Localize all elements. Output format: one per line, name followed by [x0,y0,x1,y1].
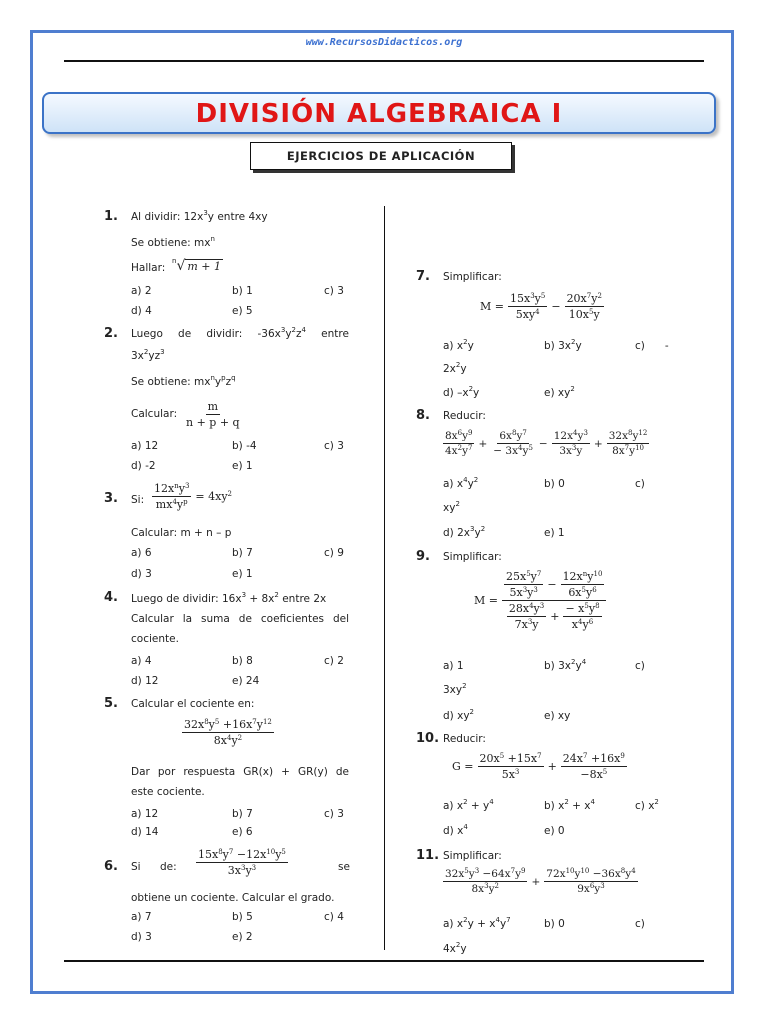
option-c[interactable]: c) [635,660,645,672]
option-b[interactable]: b) -4 [232,440,257,452]
problem-number: 11. [416,848,440,863]
problem-text: cociente. [131,633,179,645]
option-c[interactable]: c) 3 [324,285,344,297]
problem-number: 6. [104,859,118,874]
problem-text: Simplificar: [443,850,502,862]
problem-number: 2. [104,326,118,341]
option-e[interactable]: e) 2 [232,931,253,943]
bottom-rule [64,960,704,962]
problem-text: Al dividir: $12x^3y$ entre 4xy [131,209,268,223]
option-b[interactable]: b) 7 [232,547,253,559]
problem-text: Si [131,861,141,873]
problem-text: Simplificar: [443,271,502,283]
option-a[interactable]: a) 1 [443,660,464,672]
option-b[interactable]: b) 5 [232,911,253,923]
problem-number: 10. [416,731,440,746]
problem-text: este cociente. [131,786,205,798]
problem-text: Se obtiene: $mx^n$ [131,235,215,249]
option-a[interactable]: a) 7 [131,911,152,923]
problem-number: 1. [104,209,118,224]
equation: $\frac{12x^ny^3}{mx^4y^p}$ = $4xy^2$ [154,482,233,511]
column-divider [384,206,385,950]
option-b[interactable]: b) 0 [544,478,565,490]
subtitle-box [250,142,512,170]
page-border [30,30,734,994]
problem-text: obtiene un cociente. Calcular el grado. [131,892,335,904]
radical-expression: $^n$√ m + 1 [172,257,221,274]
option-a[interactable]: a) 6 [131,547,152,559]
problem-text: Reducir: [443,733,486,745]
problem-text: Si: [131,494,145,506]
problem-text: Calcular: [131,408,178,420]
option-c[interactable]: c) 2 [324,655,344,667]
problem-number: 3. [104,491,118,506]
problem-text: Calcular el cociente en: [131,698,255,710]
page-subtitle: EJERCICIOS DE APLICACIÓN [286,149,476,163]
option-d[interactable]: d) $-x^2y$ [443,385,480,399]
page-title: DIVISIÓN ALGEBRAICA I [195,99,563,129]
equation: $\frac{8x^6y^9}{4x^2y^7}$ + $\frac{6x^8y^7}{- 3x^4y^5}$ − $\frac{12x^4y^3}{3x^3y}$ + $\frac{32x^8y^{12}}{8x^7y^{10}}$ [445,429,648,457]
problem-text: Dar por respuesta GR(x) + GR(y) de [131,766,349,778]
option-b[interactable]: b) $3x^2y$ [544,338,582,352]
option-d[interactable]: d) 4 [131,305,152,317]
option-c-value: $3xy^2$ [443,682,467,696]
option-d[interactable]: d) 12 [131,675,159,687]
problem-text: de: [160,861,177,873]
fraction-expression: $\frac{32x^8y^5 +16x^7y^{12}}{8x^4y^2}$ [184,718,272,747]
option-c[interactable]: c) - [635,340,669,352]
problem-text: Calcular: m + n – p [131,527,232,539]
option-e[interactable]: e) 6 [232,826,253,838]
top-rule [64,60,704,62]
problem-text: Luego de dividir: $16x^3 + 8x^2$ entre 2x [131,591,327,605]
option-a[interactable]: a) 12 [131,440,159,452]
option-b[interactable]: b) 8 [232,655,253,667]
fraction-expression: $\frac{m}{n + p + q}$ [186,400,240,429]
problem-text: $3x^2yz^3$ [131,348,165,362]
option-c-value: $xy^2$ [443,500,460,514]
option-c[interactable]: c) [635,918,645,930]
option-d[interactable]: d) -2 [131,460,156,472]
option-e[interactable]: e) 0 [544,825,565,837]
option-a[interactable]: a) $x^2y + x^4y^7$ [443,916,511,930]
option-c-value: $4x^2y$ [443,941,467,955]
option-e[interactable]: e) $xy^2$ [544,385,575,399]
option-e[interactable]: e) 1 [232,460,253,472]
problem-text: se [338,861,350,873]
problem-text: Reducir: [443,410,486,422]
option-a[interactable]: a) 4 [131,655,152,667]
option-c[interactable]: c) 9 [324,547,344,559]
equation: G = $\frac{20x^5 +15x^7}{5x^3}$ + $\frac{24x^7 +16x^9}{-8x^5}$ [452,752,625,781]
option-d[interactable]: d) 3 [131,931,152,943]
problem-text: Calcular la suma de coeficientes del [131,613,349,625]
problem-text: Hallar: [131,262,166,274]
option-c-value: $2x^2y$ [443,361,467,375]
equation: $\frac{32x^5y^3 -64x^7y^9}{8x^3y^2}$ + $\frac{72x^{10}y^{10} -36x^8y^4}{9x^6y^3}$ [445,867,636,895]
problem-number: 7. [416,269,430,284]
option-d[interactable]: d) 3 [131,568,152,580]
option-c[interactable]: c) 3 [324,440,344,452]
option-d[interactable]: d) $x^4$ [443,823,468,837]
problem-number: 8. [416,408,430,423]
problem-text: Simplificar: [443,551,502,563]
option-a[interactable]: a) $x^4y^2$ [443,476,479,490]
option-a[interactable]: a) 12 [131,808,159,820]
option-b[interactable]: b) 0 [544,918,565,930]
option-c[interactable]: c) [635,478,645,490]
option-d[interactable]: d) 14 [131,826,159,838]
problem-number: 4. [104,590,118,605]
site-url[interactable]: www.RecursosDidacticos.org [305,37,463,48]
option-a[interactable]: a) $x^2y$ [443,338,474,352]
option-e[interactable]: e) 1 [232,568,253,580]
option-c[interactable]: c) 4 [324,911,344,923]
title-banner [42,92,716,134]
option-e[interactable]: e) 1 [544,527,565,539]
option-b[interactable]: b) 7 [232,808,253,820]
option-a[interactable]: a) $x^2 + y^4$ [443,798,494,812]
option-e[interactable]: e) 5 [232,305,253,317]
option-e[interactable]: e) 24 [232,675,260,687]
fraction-expression: $\frac{15x^8y^7 -12x^{10}y^5}{3x^3y^3}$ [198,848,286,877]
problem-text: Se obtiene: $mx^ny^pz^q$ [131,374,236,388]
option-e[interactable]: e) xy [544,710,571,722]
option-b[interactable]: b) 1 [232,285,253,297]
problem-text: Luego de dividir: $-36x^3y^2z^4$ entre [131,326,349,340]
equation: M = $\frac{15x^3y^5}{5xy^4}$ − $\frac{20x^7y^2}{10x^5y}$ [480,292,602,321]
compound-fraction: M = $\frac{25x^5y^7}{5x^3y^3}$ − $\frac{12x^ny^{10}}{6x^5y^6}$ $\frac{28x^4y^3}{7x^3y}$ + $\frac{- x^5y^8}{x^4y^6}$ [474,570,606,631]
option-d[interactable]: d) $xy^2$ [443,708,474,722]
problem-number: 9. [416,549,430,564]
option-c[interactable]: c) 3 [324,808,344,820]
option-c[interactable]: c) $x^2$ [635,798,659,812]
option-b[interactable]: b) $x^2 + x^4$ [544,798,595,812]
option-b[interactable]: b) $3x^2y^4$ [544,658,587,672]
option-a[interactable]: a) 2 [131,285,152,297]
option-d[interactable]: d) $2x^3y^2$ [443,525,486,539]
problem-number: 5. [104,696,118,711]
